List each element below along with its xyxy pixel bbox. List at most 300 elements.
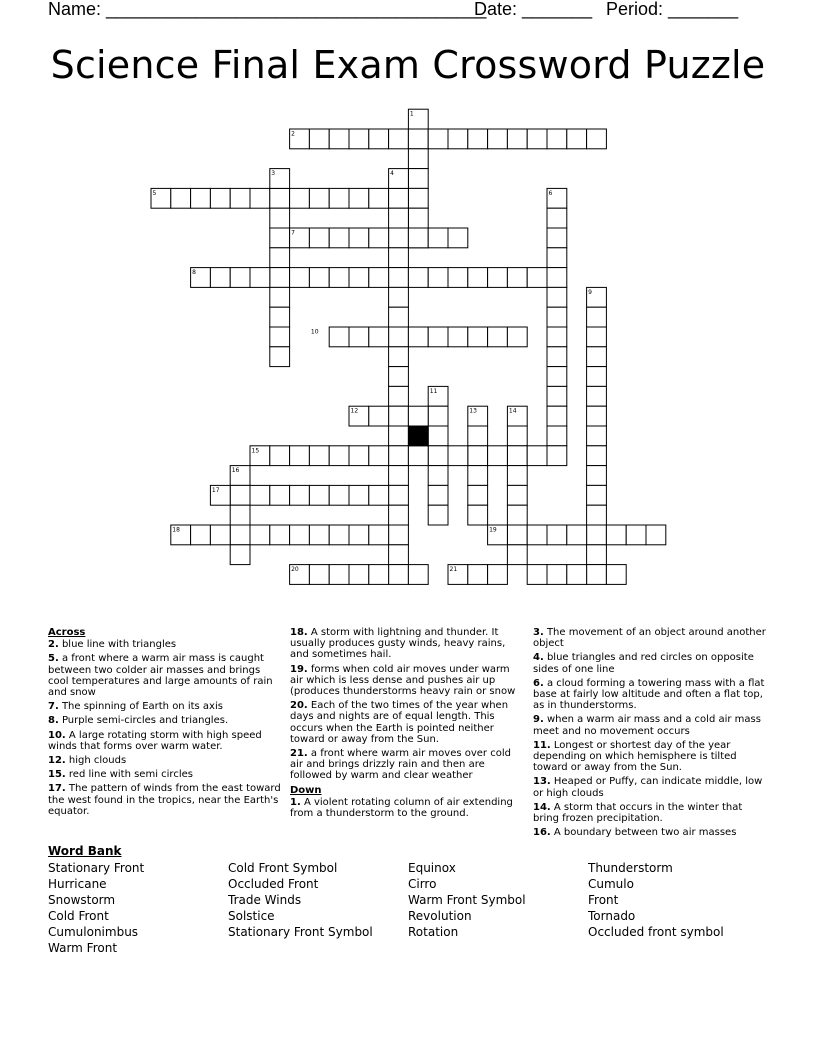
word-bank-item: Solstice (228, 909, 275, 923)
grid-cell[interactable] (309, 485, 329, 505)
clue-number-label: 2. (48, 639, 59, 651)
grid-cell[interactable] (309, 446, 329, 466)
grid-cell[interactable] (369, 525, 389, 545)
clue-number-label: 21. (290, 748, 308, 760)
clue-text: The pattern of winds from the east toward the west found in the tropics, near the Earth's equator. (48, 783, 281, 817)
grid-cell[interactable] (389, 565, 409, 585)
grid-cell[interactable] (329, 565, 349, 585)
grid-cell[interactable] (547, 307, 567, 327)
grid-cell[interactable] (428, 327, 448, 347)
grid-cell[interactable] (547, 565, 567, 585)
grid-cell[interactable] (567, 129, 587, 149)
grid-cell[interactable] (309, 228, 329, 248)
clue-item (533, 802, 769, 824)
grid-cell[interactable] (389, 466, 409, 486)
grid-cell[interactable] (587, 565, 607, 585)
word-bank-item: Occluded Front (228, 877, 319, 891)
grid-cell[interactable] (488, 446, 508, 466)
clues-column-3 (533, 627, 769, 841)
grid-cell[interactable] (507, 485, 527, 505)
grid-cell[interactable] (587, 386, 607, 406)
grid-cell[interactable] (527, 268, 547, 288)
grid-cell[interactable] (369, 188, 389, 208)
grid-cell[interactable] (250, 188, 270, 208)
clue-text: Heaped or Puffy, can indicate middle, low or high clouds (533, 776, 763, 799)
grid-cell[interactable] (408, 208, 428, 228)
grid-cell[interactable] (468, 565, 488, 585)
grid-cell[interactable] (507, 129, 527, 149)
clue-number-label: 14. (533, 801, 551, 813)
grid-cell[interactable] (547, 386, 567, 406)
grid-cell[interactable] (389, 505, 409, 525)
grid-cell[interactable] (547, 248, 567, 268)
clue-item (48, 715, 282, 726)
word-bank-item: Revolution (408, 909, 472, 923)
clue-number: 12 (350, 407, 359, 415)
word-bank-column-1 (48, 860, 144, 956)
word-bank-column-3 (408, 860, 526, 940)
grid-cell[interactable] (547, 406, 567, 426)
grid-cell[interactable] (210, 268, 230, 288)
clue-number: 5 (152, 189, 157, 197)
grid-cell[interactable] (230, 525, 250, 545)
grid-cell[interactable] (171, 188, 191, 208)
grid-cell[interactable] (290, 268, 310, 288)
grid-cell[interactable] (547, 287, 567, 307)
clue-number-label: 18. (290, 627, 308, 638)
grid-cell[interactable] (389, 426, 409, 446)
grid-cell[interactable] (349, 188, 369, 208)
grid-cell[interactable] (428, 446, 448, 466)
clue-text: forms when cold air moves under warm air which is less dense and pushes air up (produces thunderstorms heavy rain or snow (290, 663, 516, 698)
clue-text: blue line with triangles (58, 639, 177, 651)
grid-cell[interactable] (270, 188, 290, 208)
clue-number-label: 8. (48, 715, 59, 727)
grid-cell[interactable] (547, 327, 567, 347)
grid-cell[interactable] (547, 208, 567, 228)
grid-cell[interactable] (468, 485, 488, 505)
clue-number: 11 (429, 387, 438, 395)
grid-cell[interactable] (428, 505, 448, 525)
clue-text: blue triangles and red circles on opposite sides of one line (533, 652, 754, 675)
clue-number: 2 (291, 130, 295, 138)
grid-cell[interactable] (230, 545, 250, 565)
word-bank-item: Tornado (588, 909, 636, 923)
down-heading: Down (290, 784, 322, 796)
word-bank-column-2 (228, 860, 373, 940)
clue-number: 8 (192, 269, 196, 277)
clue-number: 4 (390, 170, 394, 178)
clue-text: a cloud forming a towering mass with a flat base at fairly low altitude and often a flat top, as in thunderstorms. (533, 677, 765, 712)
grid-cell[interactable] (488, 268, 508, 288)
clue-number-label: 4. (533, 652, 544, 664)
grid-cell[interactable] (408, 149, 428, 169)
grid-cell[interactable] (329, 485, 349, 505)
word-bank-item: Cumulo (588, 877, 634, 891)
grid-cell[interactable] (468, 505, 488, 525)
grid-cell[interactable] (408, 327, 428, 347)
word-bank-item: Occluded front symbol (588, 925, 724, 939)
grid-cell[interactable] (389, 525, 409, 545)
clue-item (533, 678, 769, 712)
grid-cell[interactable] (290, 525, 310, 545)
grid-cell[interactable] (210, 188, 230, 208)
clue-item (533, 827, 769, 838)
grid-cell[interactable] (527, 525, 547, 545)
grid-cell[interactable] (547, 426, 567, 446)
grid-cell[interactable] (250, 268, 270, 288)
clue-text: A storm with lightning and thunder. It usually produces gusty winds, heavy rains, and sometimes hail. (290, 627, 506, 661)
grid-cell[interactable] (369, 406, 389, 426)
grid-cell[interactable] (547, 367, 567, 387)
grid-cell[interactable] (547, 228, 567, 248)
word-bank-item: Stationary Front Symbol (228, 925, 373, 939)
word-bank-item: Hurricane (48, 877, 107, 891)
grid-cell[interactable] (408, 268, 428, 288)
clue-number: 21 (449, 566, 458, 574)
grid-cell[interactable] (309, 525, 329, 545)
grid-cell[interactable] (428, 485, 448, 505)
grid-cell[interactable] (626, 525, 646, 545)
word-bank-item: Cumulonimbus (48, 925, 139, 939)
word-bank-item: Thunderstorm (588, 861, 673, 875)
grid-cell[interactable] (329, 525, 349, 545)
grid-cell[interactable] (587, 327, 607, 347)
clue-number-label: 11. (533, 739, 551, 751)
clue-item (290, 627, 524, 661)
grid-cell[interactable] (547, 129, 567, 149)
clue-number-label: 5. (48, 653, 59, 665)
clue-item (48, 653, 282, 698)
grid-cell[interactable] (468, 446, 488, 466)
grid-cell[interactable] (309, 188, 329, 208)
grid-cell[interactable] (587, 485, 607, 505)
grid-cell[interactable] (309, 129, 329, 149)
page-title: Science Final Exam Crossword Puzzle (50, 43, 766, 87)
grid-cell[interactable] (507, 268, 527, 288)
clue-number: 7 (291, 229, 295, 237)
clue-item (48, 639, 282, 650)
clue-item (48, 769, 282, 780)
word-bank-item: Stationary Front (48, 861, 145, 875)
clue-item (48, 783, 282, 817)
grid-cell[interactable] (309, 565, 329, 585)
grid-cell[interactable] (349, 525, 369, 545)
grid-cell[interactable] (408, 565, 428, 585)
grid-cell[interactable] (428, 228, 448, 248)
grid-cell[interactable] (349, 485, 369, 505)
grid-cell[interactable] (428, 406, 448, 426)
grid-cell[interactable] (547, 446, 567, 466)
grid-cell[interactable] (329, 327, 349, 347)
grid-cell[interactable] (389, 287, 409, 307)
clue-number-label: 12. (48, 755, 66, 767)
grid-cell[interactable] (230, 505, 250, 525)
grid-cell[interactable] (587, 307, 607, 327)
grid-cell[interactable] (290, 485, 310, 505)
grid-cell[interactable] (507, 446, 527, 466)
grid-cell[interactable] (468, 129, 488, 149)
grid-cell[interactable] (290, 446, 310, 466)
clue-number-label: 10. (48, 729, 66, 741)
grid-cell[interactable] (507, 426, 527, 446)
grid-cell[interactable] (250, 525, 270, 545)
grid-cell[interactable] (606, 525, 626, 545)
down-clue-list-continued (533, 627, 769, 838)
grid-cell[interactable] (587, 406, 607, 426)
grid-cell[interactable] (191, 525, 211, 545)
grid-cell[interactable] (270, 228, 290, 248)
word-bank-item: Equinox (408, 861, 456, 875)
clue-number: 1 (409, 110, 414, 118)
grid-cell[interactable] (369, 228, 389, 248)
grid-cell[interactable] (448, 446, 468, 466)
grid-cell[interactable] (468, 426, 488, 446)
grid-cell[interactable] (428, 129, 448, 149)
grid-cell[interactable] (547, 268, 567, 288)
clues-column-2 (290, 627, 524, 822)
clue-item (48, 701, 282, 712)
grid-cell[interactable] (428, 466, 448, 486)
clue-number-label: 1. (290, 796, 301, 808)
grid-cell[interactable] (527, 446, 547, 466)
grid-cell[interactable] (507, 466, 527, 486)
clue-number: 17 (211, 486, 220, 494)
clue-number-label: 3. (533, 627, 544, 638)
grid-cell[interactable] (369, 446, 389, 466)
grid-cell[interactable] (389, 545, 409, 565)
grid-cell[interactable] (587, 525, 607, 545)
grid-cell[interactable] (408, 188, 428, 208)
grid-cell[interactable] (408, 446, 428, 466)
grid-cell[interactable] (329, 446, 349, 466)
grid-cell[interactable] (488, 327, 508, 347)
clue-text: Each of the two times of the year when days and nights are of equal length. This occurs when the Earth is pointed neither toward or away from the Sun. (290, 700, 509, 745)
clue-text: A boundary between two air masses (550, 827, 737, 839)
grid-cell[interactable] (309, 268, 329, 288)
grid-cell[interactable] (389, 188, 409, 208)
name-label: Name: ______________________________________ (48, 0, 487, 19)
clue-text: Longest or shortest day of the year depending on which hemisphere is tilted toward or away from the Sun. (533, 739, 737, 774)
grid-cell[interactable] (349, 129, 369, 149)
clue-item (48, 755, 282, 766)
clue-text: A large rotating storm with high speed winds that forms over warm water. (48, 729, 262, 752)
grid-cell[interactable] (349, 565, 369, 585)
grid-cell[interactable] (349, 446, 369, 466)
clue-number: 14 (508, 407, 517, 415)
clue-number-label: 19. (290, 663, 308, 675)
grid-cell[interactable] (468, 466, 488, 486)
grid-cell[interactable] (270, 525, 290, 545)
grid-cell[interactable] (270, 327, 290, 347)
grid-cell[interactable] (507, 505, 527, 525)
clues-column-1 (48, 627, 282, 820)
grid-cell[interactable] (389, 485, 409, 505)
clue-text: a front where a warm air mass is caught between two colder air masses and brings cool temperatures and large amounts of rain and snow (48, 653, 273, 699)
blocked-cell (408, 426, 428, 446)
clue-text: when a warm air mass and a cold air mass meet and no movement occurs (533, 714, 761, 737)
grid-cell[interactable] (587, 129, 607, 149)
grid-cell[interactable] (488, 129, 508, 149)
clue-number: 3 (271, 170, 276, 178)
grid-cell[interactable] (230, 188, 250, 208)
grid-cell[interactable] (389, 327, 409, 347)
clue-text: a front where warm air moves over cold air and brings drizzly rain and then are followed by warm and clear weather (290, 748, 511, 782)
clue-item (533, 652, 769, 674)
clue-number-label: 16. (533, 827, 551, 839)
grid-cell[interactable] (567, 565, 587, 585)
grid-cell[interactable] (270, 446, 290, 466)
grid-cell[interactable] (389, 386, 409, 406)
grid-cell[interactable] (587, 367, 607, 387)
grid-cell[interactable] (329, 228, 349, 248)
word-bank-item: Snowstorm (48, 893, 116, 907)
clue-number-label: 13. (533, 776, 551, 788)
clue-item (533, 714, 769, 736)
clue-number-label: 20. (290, 700, 308, 712)
grid-cell[interactable] (250, 485, 270, 505)
grid-cell[interactable] (389, 129, 409, 149)
grid-cell[interactable] (587, 426, 607, 446)
grid-cell[interactable] (408, 228, 428, 248)
grid-cell[interactable] (606, 565, 626, 585)
grid-cell[interactable] (468, 268, 488, 288)
grid-cell[interactable] (210, 525, 230, 545)
clue-number: 16 (231, 467, 240, 475)
grid-cell[interactable] (369, 327, 389, 347)
clue-item (290, 797, 524, 819)
word-bank-item: Trade Winds (228, 893, 302, 907)
grid-cell[interactable] (587, 347, 607, 367)
grid-cell[interactable] (369, 565, 389, 585)
grid-cell[interactable] (389, 406, 409, 426)
clue-number: 20 (291, 566, 299, 574)
grid-cell[interactable] (270, 347, 290, 367)
grid-cell[interactable] (527, 129, 547, 149)
grid-cell[interactable] (270, 208, 290, 228)
clue-number-label: 15. (48, 769, 66, 781)
grid-cell[interactable] (329, 188, 349, 208)
grid-cell[interactable] (270, 287, 290, 307)
grid-cell[interactable] (408, 129, 428, 149)
grid-cell[interactable] (428, 268, 448, 288)
grid-cell[interactable] (646, 525, 666, 545)
grid-cell[interactable] (587, 505, 607, 525)
clue-number: 18 (172, 526, 180, 534)
word-bank-item: Warm Front Symbol (408, 893, 526, 907)
clue-number-label: 6. (533, 677, 544, 689)
grid-cell[interactable] (448, 327, 468, 347)
word-bank-item: Rotation (408, 925, 459, 939)
grid-cell[interactable] (587, 466, 607, 486)
grid-cell[interactable] (329, 268, 349, 288)
grid-cell[interactable] (270, 307, 290, 327)
clue-number: 9 (588, 288, 592, 296)
grid-cell[interactable] (468, 327, 488, 347)
clue-number-label: 9. (533, 714, 544, 726)
grid-cell[interactable] (547, 525, 567, 545)
grid-cell[interactable] (567, 525, 587, 545)
grid-cell[interactable] (448, 129, 468, 149)
down-clue-list (290, 797, 524, 819)
grid-cell[interactable] (587, 446, 607, 466)
clue-text: high clouds (65, 755, 127, 767)
grid-cell[interactable] (389, 248, 409, 268)
grid-cell[interactable] (349, 228, 369, 248)
clue-number-label: 17. (48, 783, 66, 795)
grid-cell[interactable] (389, 228, 409, 248)
clue-text: Purple semi-circles and triangles. (58, 715, 229, 727)
grid-cell[interactable] (408, 169, 428, 189)
grid-cell[interactable] (270, 485, 290, 505)
grid-cell[interactable] (507, 545, 527, 565)
grid-cell[interactable] (230, 485, 250, 505)
clue-number-label: 7. (48, 701, 59, 713)
grid-cell[interactable] (488, 565, 508, 585)
grid-cell[interactable] (230, 268, 250, 288)
word-bank-item: Cold Front Symbol (228, 861, 338, 875)
clue-text: A storm that occurs in the winter that bring frozen precipitation. (533, 801, 743, 825)
word-bank-title: Word Bank (48, 844, 122, 858)
grid-cell[interactable] (270, 248, 290, 268)
clue-item (533, 740, 769, 774)
grid-cell[interactable] (191, 188, 211, 208)
grid-cell[interactable] (507, 327, 527, 347)
grid-cell[interactable] (547, 347, 567, 367)
grid-cell[interactable] (369, 485, 389, 505)
date-label: Date: _______ (474, 0, 593, 19)
grid-cell[interactable] (587, 545, 607, 565)
grid-cell[interactable] (507, 525, 527, 545)
grid-cell[interactable] (389, 446, 409, 466)
grid-cell[interactable] (369, 129, 389, 149)
word-bank-item: Cirro (408, 877, 437, 891)
grid-cell[interactable] (329, 129, 349, 149)
grid-cell[interactable] (290, 188, 310, 208)
grid-cell[interactable] (428, 426, 448, 446)
clue-item (533, 776, 769, 798)
clue-item (290, 700, 524, 745)
grid-cell[interactable] (369, 268, 389, 288)
clue-number: 19 (489, 526, 497, 534)
clue-number: 13 (469, 407, 477, 415)
grid-cell[interactable] (389, 347, 409, 367)
grid-cell[interactable] (408, 406, 428, 426)
clue-text: red line with semi circles (65, 769, 193, 781)
word-bank-item: Cold Front (48, 909, 109, 923)
word-bank-item: Warm Front (48, 941, 118, 955)
grid-cell[interactable] (448, 268, 468, 288)
grid-cell[interactable] (389, 307, 409, 327)
grid-cell[interactable] (270, 268, 290, 288)
clue-text: A violent rotating column of air extending from a thunderstorm to the ground. (290, 796, 513, 820)
clue-item (533, 627, 769, 649)
word-bank-item: Front (588, 893, 619, 907)
clue-number: 15 (251, 447, 260, 455)
clue-number: 6 (548, 189, 553, 197)
grid-cell[interactable] (349, 327, 369, 347)
across-clue-list (48, 639, 282, 817)
grid-cell[interactable] (389, 367, 409, 387)
grid-cell[interactable] (349, 268, 369, 288)
grid-cell[interactable] (527, 565, 547, 585)
clue-item (290, 664, 524, 698)
grid-cell[interactable] (389, 208, 409, 228)
clue-item (290, 748, 524, 782)
grid-cell[interactable] (389, 268, 409, 288)
across-heading: Across (48, 627, 86, 638)
grid-cell[interactable] (448, 228, 468, 248)
